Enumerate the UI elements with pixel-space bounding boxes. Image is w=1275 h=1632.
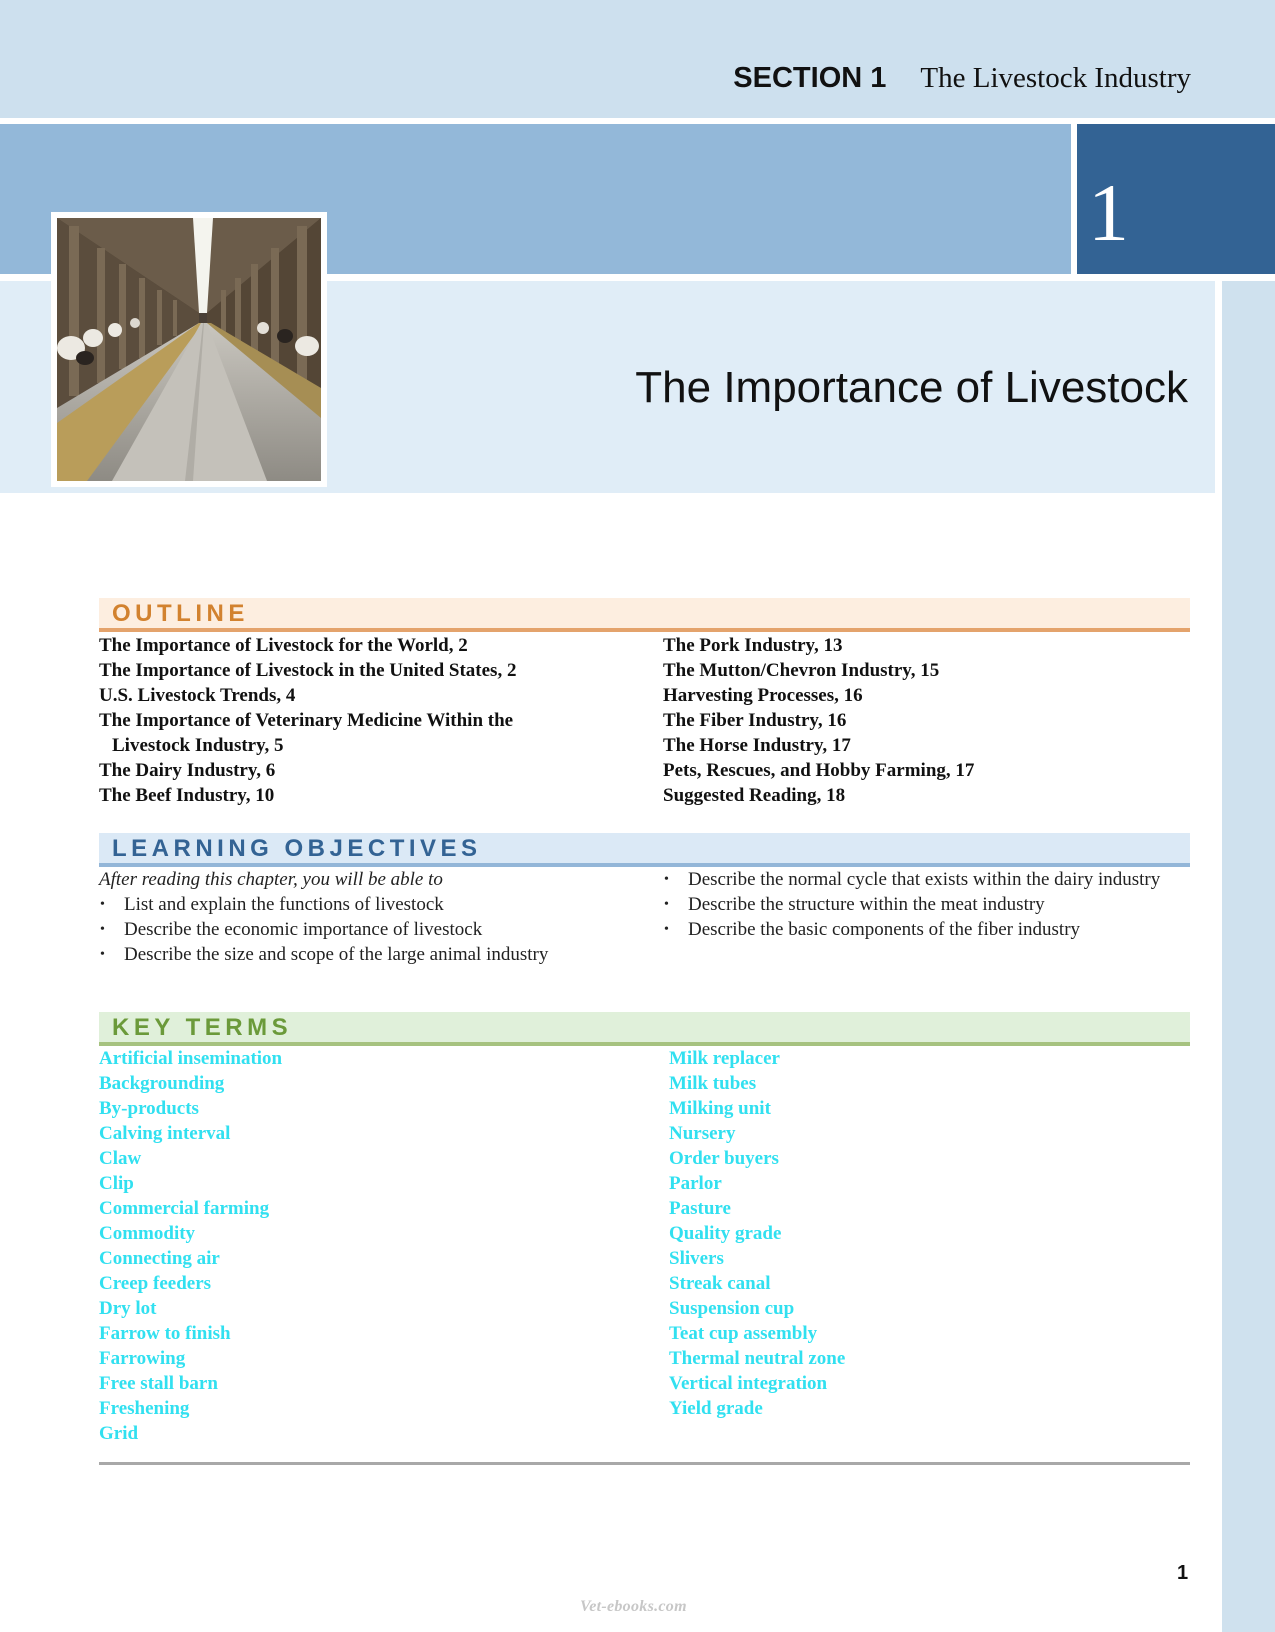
bullet-icon: • <box>664 922 669 937</box>
key-term-link[interactable]: Clip <box>99 1173 134 1194</box>
key-term-link[interactable]: Yield grade <box>669 1398 763 1419</box>
objective-item: • Describe the economic importance of livestock <box>100 919 483 940</box>
objectives-intro: After reading this chapter, you will be able to <box>99 869 443 890</box>
outline-item: The Mutton/Chevron Industry, 15 <box>663 660 940 681</box>
page-number: 1 <box>1177 1562 1189 1584</box>
key-term-link[interactable]: Streak canal <box>669 1273 771 1294</box>
key-term-link[interactable]: Free stall barn <box>99 1373 218 1394</box>
bullet-icon: • <box>100 947 105 962</box>
key-term-link[interactable]: Connecting air <box>99 1248 220 1269</box>
objective-item: • List and explain the functions of livestock <box>100 894 444 915</box>
key-term-link[interactable]: Freshening <box>99 1398 190 1419</box>
key-term-link[interactable]: Milk replacer <box>669 1048 780 1069</box>
key-term-link[interactable]: Teat cup assembly <box>669 1323 818 1344</box>
objective-item: • Describe the size and scope of the large animal industry <box>100 944 549 965</box>
outline-item: The Importance of Livestock for the World, 2 <box>99 635 468 656</box>
objective-item: • Describe the normal cycle that exists within the dairy industry <box>664 869 1161 890</box>
outline-item: The Pork Industry, 13 <box>663 635 843 656</box>
key-term-link[interactable]: Parlor <box>669 1173 722 1194</box>
outline-item: U.S. Livestock Trends, 4 <box>99 685 296 706</box>
section-label: SECTION 1 <box>733 62 887 94</box>
outline-item: The Dairy Industry, 6 <box>99 760 276 781</box>
barn-photo <box>57 218 321 481</box>
key-term-link[interactable]: By-products <box>99 1098 199 1119</box>
chapter-title: The Importance of Livestock <box>635 363 1188 412</box>
key-terms-left <box>99 1046 559 1446</box>
outline-item: Pets, Rescues, and Hobby Farming, 17 <box>663 760 975 781</box>
outline-list-right <box>663 633 1183 808</box>
outline-item: The Importance of Veterinary Medicine Within the <box>99 710 514 731</box>
outline-heading-bar <box>99 598 1190 628</box>
key-term-link[interactable]: Order buyers <box>669 1148 779 1169</box>
key-term-link[interactable]: Vertical integration <box>669 1373 828 1394</box>
outline-list-left <box>99 633 639 808</box>
header-band <box>0 0 1275 118</box>
objectives-heading-bar <box>99 833 1190 863</box>
page-edge-stripe <box>1222 281 1275 1632</box>
bottom-divider <box>99 1462 1190 1465</box>
key-term-link[interactable]: Milking unit <box>669 1098 771 1119</box>
objective-item: • Describe the structure within the meat industry <box>664 894 1045 915</box>
section-title: The Livestock Industry <box>920 62 1191 94</box>
key-term-link[interactable]: Commodity <box>99 1223 196 1244</box>
key-term-link[interactable]: Grid <box>99 1423 139 1444</box>
outline-item: The Beef Industry, 10 <box>99 785 275 806</box>
outline-item: The Horse Industry, 17 <box>663 735 851 756</box>
key-term-link[interactable]: Dry lot <box>99 1298 157 1319</box>
key-term-link[interactable]: Nursery <box>669 1123 736 1144</box>
objectives-right <box>663 867 1189 942</box>
outline-item: The Fiber Industry, 16 <box>663 710 847 731</box>
key-term-link[interactable]: Quality grade <box>669 1223 782 1244</box>
key-term-link[interactable]: Artificial insemination <box>99 1048 283 1069</box>
key-term-link[interactable]: Backgrounding <box>99 1073 225 1094</box>
chapter-number: 1 <box>1088 167 1129 258</box>
key-term-link[interactable]: Thermal neutral zone <box>669 1348 846 1369</box>
bullet-icon: • <box>664 872 669 887</box>
watermark: Vet-ebooks.com <box>580 1598 687 1615</box>
key-term-link[interactable]: Calving interval <box>99 1123 231 1144</box>
section-heading <box>733 62 1191 95</box>
outline-item: Suggested Reading, 18 <box>663 785 846 806</box>
outline-item: Harvesting Processes, 16 <box>663 685 863 706</box>
key-term-link[interactable]: Suspension cup <box>669 1298 795 1319</box>
chapter-photo <box>51 212 327 487</box>
key-term-link[interactable]: Creep feeders <box>99 1273 212 1294</box>
objective-item: • Describe the basic components of the fiber industry <box>664 919 1081 940</box>
outline-rule <box>99 628 1190 632</box>
key-term-link[interactable]: Pasture <box>669 1198 731 1219</box>
key-term-link[interactable]: Claw <box>99 1148 142 1169</box>
outline-item: The Importance of Livestock in the United States, 2 <box>99 660 517 681</box>
objectives-heading: LEARNING OBJECTIVES <box>112 835 482 862</box>
bullet-icon: • <box>100 922 105 937</box>
key-terms-heading: KEY TERMS <box>112 1014 293 1041</box>
key-term-link[interactable]: Farrowing <box>99 1348 186 1369</box>
key-term-link[interactable]: Milk tubes <box>669 1073 757 1094</box>
key-term-link[interactable]: Farrow to finish <box>99 1323 231 1344</box>
key-term-link[interactable]: Slivers <box>669 1248 724 1269</box>
outline-item: Livestock Industry, 5 <box>112 735 284 756</box>
objectives-left <box>99 867 619 967</box>
bullet-icon: • <box>100 897 105 912</box>
outline-heading: OUTLINE <box>112 600 249 627</box>
bullet-icon: • <box>664 897 669 912</box>
key-terms-right <box>669 1046 1129 1421</box>
key-terms-heading-bar <box>99 1012 1190 1042</box>
key-term-link[interactable]: Commercial farming <box>99 1198 270 1219</box>
